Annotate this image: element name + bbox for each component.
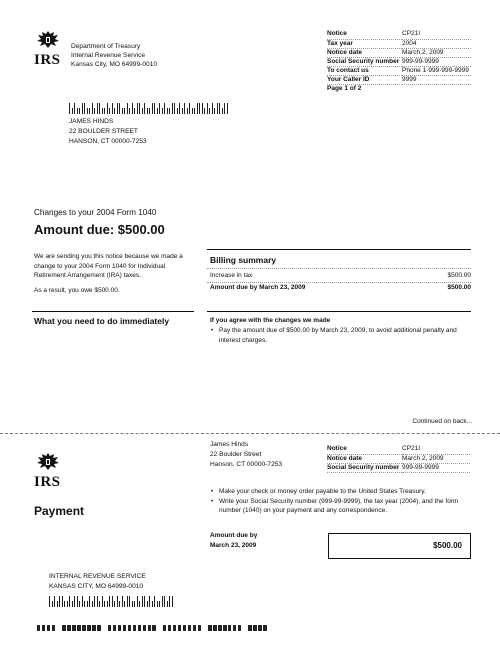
- page-label: Page 1 of 2: [327, 85, 362, 93]
- eagle-icon: [36, 451, 60, 471]
- address-line: Hanson, CT 00000-7253: [210, 461, 283, 468]
- address-line: HANSON, CT 00000-7253: [69, 138, 147, 145]
- stub-amount-due-line: Amount due by: [210, 532, 258, 539]
- address-line: James Hinds: [210, 441, 249, 448]
- eagle-icon: [36, 29, 60, 49]
- info-row: [327, 463, 470, 472]
- info-value: 9999: [402, 76, 471, 85]
- instruction-bullet: • Write your Social Security number (999-99-9999), the tax year (2004), and the form number (1040) on your payment and any correspondence.: [210, 497, 472, 516]
- irs-mailing-address: [49, 572, 146, 592]
- billing-row-value: $500.00: [447, 283, 471, 291]
- info-label: To contact us: [327, 66, 402, 75]
- ocr-group: [208, 625, 241, 631]
- action-rule-left: [32, 311, 194, 312]
- ocr-group: [37, 625, 55, 631]
- irs-logo: [34, 29, 68, 68]
- info-value: March 2, 2009: [402, 454, 470, 463]
- info-value: CP21I: [402, 30, 471, 39]
- info-row: [327, 57, 471, 66]
- address-line: 22 Boulder Street: [210, 451, 262, 458]
- address-line: 22 BOULDER STREET: [69, 128, 138, 135]
- info-label: Notice date: [327, 48, 402, 57]
- amount-due-value: $500.00: [433, 541, 462, 550]
- ocr-group: [108, 625, 156, 631]
- info-row: [327, 48, 471, 57]
- info-label: Notice: [327, 445, 402, 454]
- info-label: Notice: [327, 30, 402, 39]
- stub-amount-due-label: [210, 531, 257, 550]
- address-line: INTERNAL REVENUE SERVICE: [49, 573, 146, 580]
- agree-list: [210, 326, 472, 345]
- postal-barcode-stub: [49, 596, 173, 607]
- amount-due-title: Amount due: $500.00: [34, 222, 165, 237]
- billing-rule: [207, 249, 471, 250]
- billing-summary-title: Billing summary: [210, 255, 277, 265]
- ocr-group: [62, 625, 100, 631]
- action-title: What you need to do immediately: [34, 316, 170, 326]
- billing-row: [210, 271, 471, 281]
- stub-amount-due-line: March 23, 2009: [210, 541, 257, 549]
- ocr-scan-line: [37, 625, 267, 631]
- billing-row-label: Increase in tax: [210, 271, 253, 279]
- irs-department-address: [71, 42, 157, 69]
- info-row: [327, 85, 471, 94]
- department-line: Kansas City, MO 64999-0010: [71, 61, 158, 68]
- address-line: JAMES HINDS: [69, 118, 114, 125]
- postal-barcode: [69, 103, 228, 114]
- agree-heading: If you agree with the changes we made: [210, 317, 331, 324]
- info-row: [327, 445, 470, 454]
- irs-logo-stub: [34, 451, 68, 490]
- info-row: [327, 454, 470, 463]
- irs-logo-text: IRS: [34, 473, 61, 490]
- info-row: [327, 39, 471, 48]
- info-value: CP21I: [402, 445, 470, 454]
- intro-paragraph: We are sending you this notice because we made a change to your 2004 Form 1040 for Individual Retirement Arrangement (IRA) taxes.: [34, 253, 183, 279]
- ocr-group: [163, 625, 201, 631]
- billing-row-total: [210, 283, 471, 293]
- action-rule-right: [207, 311, 471, 312]
- department-line: Department of Treasury: [71, 43, 141, 50]
- info-value: 999-99-9999: [402, 57, 471, 66]
- info-row: [327, 66, 471, 75]
- info-value: 2004: [402, 39, 471, 48]
- info-label: Your Caller ID: [327, 76, 402, 85]
- notice-info-table: [327, 30, 471, 94]
- info-value: Phone 1-999-999-9999: [402, 66, 469, 74]
- payment-instructions: [210, 487, 472, 516]
- billing-row-value: $500.00: [447, 271, 471, 279]
- info-value: March 2, 2009: [402, 48, 471, 57]
- instruction-bullet: • Make your check or money order payable to the United States Treasury.: [210, 487, 472, 497]
- billing-divider: [207, 268, 471, 269]
- irs-logo-text: IRS: [34, 51, 61, 68]
- info-label: Social Security number: [327, 463, 402, 472]
- billing-row-label: Amount due by March 23, 2009: [210, 283, 306, 291]
- info-label: Tax year: [327, 39, 402, 48]
- payment-title: Payment: [34, 504, 85, 518]
- tear-line: [0, 433, 500, 434]
- continued-note: Continued on back...: [412, 418, 472, 425]
- agree-bullet: • Pay the amount due of $500.00 by March 23, 2009, to avoid additional penalty and interest charges.: [210, 326, 472, 345]
- ocr-group: [248, 625, 266, 631]
- department-line: Internal Revenue Service: [71, 52, 146, 59]
- info-label: Social Security number: [327, 57, 402, 66]
- info-row: [327, 30, 471, 39]
- info-row: [327, 76, 471, 85]
- recipient-address: [69, 117, 147, 147]
- info-label: Notice date: [327, 454, 402, 463]
- changes-line: Changes to your 2004 Form 1040: [34, 208, 157, 217]
- owe-line: As a result, you owe $500.00.: [34, 287, 120, 294]
- info-value: 999-99-9999: [402, 463, 470, 472]
- address-line: KANSAS CITY, MO 64999-0010: [49, 583, 144, 590]
- stub-info-table: [327, 445, 470, 473]
- amount-due-box[interactable]: [328, 533, 471, 559]
- payer-address: [210, 440, 282, 470]
